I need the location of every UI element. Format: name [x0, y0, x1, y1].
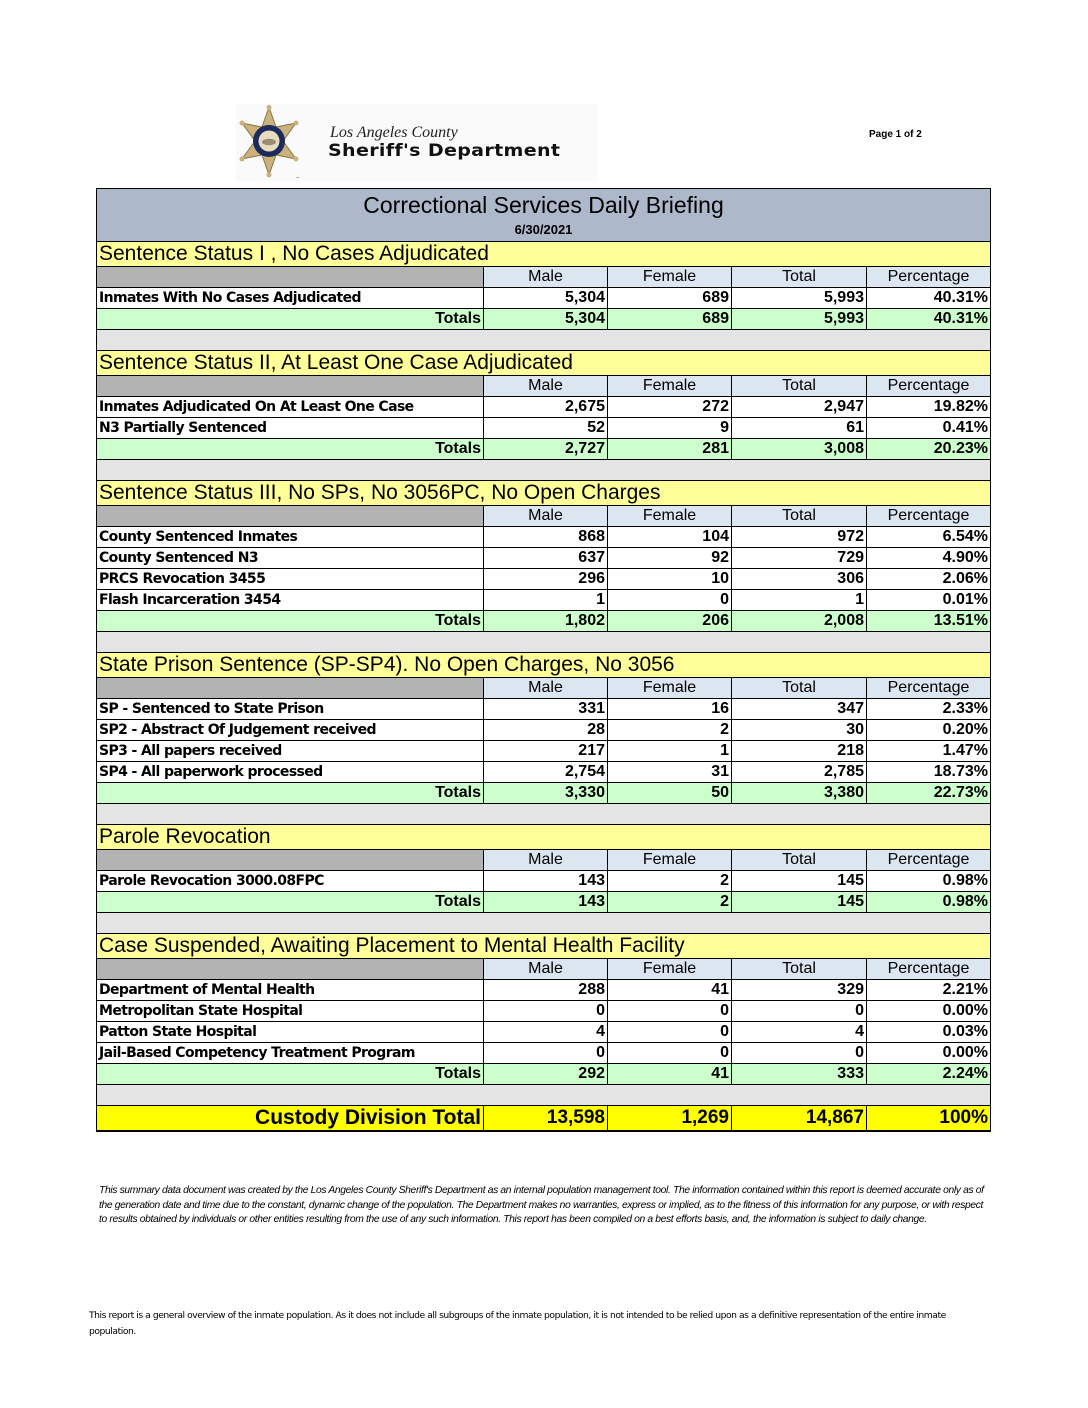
- totals-row: [97, 892, 991, 913]
- spacer-cell: [97, 804, 991, 825]
- table-row: [97, 1043, 991, 1064]
- cell-pct: 0.41%: [867, 418, 991, 439]
- spacer-row: [97, 913, 991, 934]
- cell-total: 61: [732, 418, 867, 439]
- cell-female: 41: [608, 980, 732, 1001]
- totals-female: 206: [608, 611, 732, 632]
- table-row: [97, 741, 991, 762]
- cell-pct: 4.90%: [867, 548, 991, 569]
- logo-department-text: Sheriff's Department: [328, 141, 561, 161]
- totals-male: 3,330: [484, 783, 608, 804]
- cell-male: 4: [484, 1022, 608, 1043]
- section-header-row: [97, 825, 991, 850]
- cell-total: 0: [732, 1043, 867, 1064]
- column-header-female: Female: [608, 850, 732, 871]
- totals-male: 292: [484, 1064, 608, 1085]
- spacer-cell: [97, 460, 991, 481]
- section-header-row: [97, 351, 991, 376]
- sheriff-star-badge-icon: [238, 105, 300, 181]
- svg-text:™: ™: [296, 176, 300, 181]
- table-row: [97, 527, 991, 548]
- table-row: [97, 699, 991, 720]
- row-label: Inmates Adjudicated On At Least One Case: [97, 397, 484, 418]
- column-header-male: Male: [484, 959, 608, 980]
- cell-total: 0: [732, 1001, 867, 1022]
- grand-total-male: 13,598: [484, 1106, 608, 1132]
- column-header-row: [97, 959, 991, 980]
- totals-row: [97, 439, 991, 460]
- column-header-total: Total: [732, 959, 867, 980]
- totals-total: 3,380: [732, 783, 867, 804]
- cell-pct: 0.98%: [867, 871, 991, 892]
- row-label: SP2 - Abstract Of Judgement received: [97, 720, 484, 741]
- totals-male: 5,304: [484, 309, 608, 330]
- column-header-total: Total: [732, 506, 867, 527]
- section-header-row: [97, 934, 991, 959]
- spacer-row: [97, 1085, 991, 1106]
- column-header-blank: [97, 850, 484, 871]
- section-header-row: [97, 242, 991, 267]
- cell-female: 16: [608, 699, 732, 720]
- cell-female: 10: [608, 569, 732, 590]
- table-row: [97, 871, 991, 892]
- cell-pct: 0.01%: [867, 590, 991, 611]
- report-title: Correctional Services Daily Briefing: [97, 189, 991, 220]
- cell-pct: 18.73%: [867, 762, 991, 783]
- cell-total: 145: [732, 871, 867, 892]
- row-label: Flash Incarceration 3454: [97, 590, 484, 611]
- totals-total: 2,008: [732, 611, 867, 632]
- totals-label: Totals: [97, 892, 484, 913]
- cell-pct: 1.47%: [867, 741, 991, 762]
- totals-pct: 22.73%: [867, 783, 991, 804]
- cell-female: 31: [608, 762, 732, 783]
- column-header-row: [97, 678, 991, 699]
- row-label: PRCS Revocation 3455: [97, 569, 484, 590]
- column-header-total: Total: [732, 267, 867, 288]
- column-header-female: Female: [608, 959, 732, 980]
- grand-total-total: 14,867: [732, 1106, 867, 1132]
- cell-pct: 6.54%: [867, 527, 991, 548]
- totals-label: Totals: [97, 611, 484, 632]
- totals-row: [97, 783, 991, 804]
- cell-female: 272: [608, 397, 732, 418]
- column-header-row: [97, 376, 991, 397]
- cell-male: 0: [484, 1001, 608, 1022]
- cell-total: 4: [732, 1022, 867, 1043]
- row-label: N3 Partially Sentenced: [97, 418, 484, 439]
- report-date: 6/30/2021: [97, 219, 991, 242]
- cell-male: 5,304: [484, 288, 608, 309]
- totals-pct: 40.31%: [867, 309, 991, 330]
- totals-row: [97, 309, 991, 330]
- totals-female: 50: [608, 783, 732, 804]
- section-title: State Prison Sentence (SP-SP4). No Open Charges, No 3056: [97, 653, 991, 678]
- totals-total: 5,993: [732, 309, 867, 330]
- spacer-row: [97, 804, 991, 825]
- row-label: SP4 - All paperwork processed: [97, 762, 484, 783]
- cell-male: 331: [484, 699, 608, 720]
- table-row: [97, 1022, 991, 1043]
- column-header-male: Male: [484, 850, 608, 871]
- row-label: Jail-Based Competency Treatment Program: [97, 1043, 484, 1064]
- cell-female: 2: [608, 871, 732, 892]
- column-header-female: Female: [608, 267, 732, 288]
- column-header-row: [97, 506, 991, 527]
- cell-pct: 2.33%: [867, 699, 991, 720]
- cell-female: 0: [608, 1022, 732, 1043]
- cell-total: 30: [732, 720, 867, 741]
- column-header-male: Male: [484, 376, 608, 397]
- table-row: [97, 418, 991, 439]
- spacer-row: [97, 460, 991, 481]
- cell-female: 104: [608, 527, 732, 548]
- disclaimer-text: This summary data document was created by the Los Angeles County Sheriff's Department as an internal population management tool. The information contained within this report is deemed accurate only as of the generation date and time due to the constant, dynamic change of the population. The Department makes no warranties, express or implied, as to the fitness of this information for any purpose, or with respect to results obtained by individuals or other entities resulting from the use of any such information. This report has been compiled on a best efforts basis, and, the information is subject to daily change.: [99, 1185, 984, 1226]
- cell-pct: 19.82%: [867, 397, 991, 418]
- cell-male: 296: [484, 569, 608, 590]
- column-header-male: Male: [484, 678, 608, 699]
- table-row: [97, 1001, 991, 1022]
- cell-pct: 0.20%: [867, 720, 991, 741]
- spacer-cell: [97, 330, 991, 351]
- row-label: SP3 - All papers received: [97, 741, 484, 762]
- table-row: [97, 397, 991, 418]
- cell-pct: 2.06%: [867, 569, 991, 590]
- column-header-percentage: Percentage: [867, 850, 991, 871]
- totals-label: Totals: [97, 783, 484, 804]
- cell-female: 0: [608, 1043, 732, 1064]
- row-label: Department of Mental Health: [97, 980, 484, 1001]
- cell-pct: 40.31%: [867, 288, 991, 309]
- cell-female: 1: [608, 741, 732, 762]
- totals-pct: 13.51%: [867, 611, 991, 632]
- column-header-total: Total: [732, 678, 867, 699]
- cell-female: 2: [608, 720, 732, 741]
- cell-total: 1: [732, 590, 867, 611]
- daily-briefing-table: [96, 188, 991, 1132]
- row-label: SP - Sentenced to State Prison: [97, 699, 484, 720]
- cell-male: 2,675: [484, 397, 608, 418]
- table-row: [97, 569, 991, 590]
- totals-female: 281: [608, 439, 732, 460]
- row-label: County Sentenced N3: [97, 548, 484, 569]
- cell-female: 92: [608, 548, 732, 569]
- column-header-blank: [97, 376, 484, 397]
- totals-total: 333: [732, 1064, 867, 1085]
- totals-pct: 20.23%: [867, 439, 991, 460]
- grand-total-label: Custody Division Total: [97, 1106, 484, 1132]
- column-header-percentage: Percentage: [867, 267, 991, 288]
- section-title: Sentence Status II, At Least One Case Adjudicated: [97, 351, 991, 376]
- table-row: [97, 980, 991, 1001]
- column-header-blank: [97, 959, 484, 980]
- column-header-male: Male: [484, 267, 608, 288]
- table-row: [97, 548, 991, 569]
- totals-male: 2,727: [484, 439, 608, 460]
- cell-female: 0: [608, 590, 732, 611]
- section-header-row: [97, 653, 991, 678]
- section-title: Parole Revocation: [97, 825, 991, 850]
- totals-row: [97, 1064, 991, 1085]
- table-row: [97, 762, 991, 783]
- cell-total: 329: [732, 980, 867, 1001]
- section-title: Sentence Status I , No Cases Adjudicated: [97, 242, 991, 267]
- cell-total: 2,947: [732, 397, 867, 418]
- column-header-male: Male: [484, 506, 608, 527]
- column-header-row: [97, 267, 991, 288]
- totals-pct: 0.98%: [867, 892, 991, 913]
- sheriff-department-logo: [236, 104, 598, 182]
- row-label: Metropolitan State Hospital: [97, 1001, 484, 1022]
- column-header-percentage: Percentage: [867, 376, 991, 397]
- cell-male: 0: [484, 1043, 608, 1064]
- cell-female: 689: [608, 288, 732, 309]
- column-header-total: Total: [732, 376, 867, 397]
- cell-total: 218: [732, 741, 867, 762]
- page-indicator: Page 1 of 2: [869, 129, 922, 140]
- grand-total-pct: 100%: [867, 1106, 991, 1132]
- column-header-percentage: Percentage: [867, 506, 991, 527]
- table-row: [97, 590, 991, 611]
- cell-male: 143: [484, 871, 608, 892]
- totals-label: Totals: [97, 439, 484, 460]
- column-header-female: Female: [608, 376, 732, 397]
- cell-male: 28: [484, 720, 608, 741]
- cell-male: 637: [484, 548, 608, 569]
- cell-total: 729: [732, 548, 867, 569]
- spacer-cell: [97, 632, 991, 653]
- cell-male: 217: [484, 741, 608, 762]
- cell-male: 288: [484, 980, 608, 1001]
- column-header-female: Female: [608, 506, 732, 527]
- cell-pct: 0.00%: [867, 1043, 991, 1064]
- logo-county-text: Los Angeles County: [330, 124, 458, 141]
- footnote-text: This report is a general overview of the inmate population. As it does not include all subgroups of the inmate population, it is not intended to be relied upon as a definitive representation of the entire inmate population.: [89, 1310, 946, 1337]
- section-title: Sentence Status III, No SPs, No 3056PC, No Open Charges: [97, 481, 991, 506]
- grand-total-female: 1,269: [608, 1106, 732, 1132]
- column-header-blank: [97, 506, 484, 527]
- column-header-percentage: Percentage: [867, 959, 991, 980]
- cell-male: 2,754: [484, 762, 608, 783]
- report-date-row: [97, 219, 991, 242]
- totals-male: 1,802: [484, 611, 608, 632]
- cell-male: 52: [484, 418, 608, 439]
- report-title-row: [97, 189, 991, 220]
- totals-total: 3,008: [732, 439, 867, 460]
- section-header-row: [97, 481, 991, 506]
- column-header-row: [97, 850, 991, 871]
- column-header-blank: [97, 267, 484, 288]
- table-row: [97, 288, 991, 309]
- cell-total: 5,993: [732, 288, 867, 309]
- cell-female: 9: [608, 418, 732, 439]
- spacer-cell: [97, 1085, 991, 1106]
- spacer-row: [97, 330, 991, 351]
- cell-total: 2,785: [732, 762, 867, 783]
- column-header-total: Total: [732, 850, 867, 871]
- totals-pct: 2.24%: [867, 1064, 991, 1085]
- spacer-cell: [97, 913, 991, 934]
- totals-label: Totals: [97, 309, 484, 330]
- cell-pct: 2.21%: [867, 980, 991, 1001]
- section-title: Case Suspended, Awaiting Placement to Mental Health Facility: [97, 934, 991, 959]
- cell-male: 868: [484, 527, 608, 548]
- cell-male: 1: [484, 590, 608, 611]
- cell-total: 306: [732, 569, 867, 590]
- spacer-row: [97, 632, 991, 653]
- totals-male: 143: [484, 892, 608, 913]
- row-label: Parole Revocation 3000.08FPC: [97, 871, 484, 892]
- totals-row: [97, 611, 991, 632]
- row-label: Patton State Hospital: [97, 1022, 484, 1043]
- column-header-blank: [97, 678, 484, 699]
- row-label: Inmates With No Cases Adjudicated: [97, 288, 484, 309]
- totals-label: Totals: [97, 1064, 484, 1085]
- cell-pct: 0.03%: [867, 1022, 991, 1043]
- column-header-female: Female: [608, 678, 732, 699]
- grand-total-row: [97, 1106, 991, 1132]
- totals-total: 145: [732, 892, 867, 913]
- column-header-percentage: Percentage: [867, 678, 991, 699]
- table-row: [97, 720, 991, 741]
- totals-female: 41: [608, 1064, 732, 1085]
- totals-female: 689: [608, 309, 732, 330]
- totals-female: 2: [608, 892, 732, 913]
- cell-total: 347: [732, 699, 867, 720]
- cell-pct: 0.00%: [867, 1001, 991, 1022]
- cell-total: 972: [732, 527, 867, 548]
- cell-female: 0: [608, 1001, 732, 1022]
- row-label: County Sentenced Inmates: [97, 527, 484, 548]
